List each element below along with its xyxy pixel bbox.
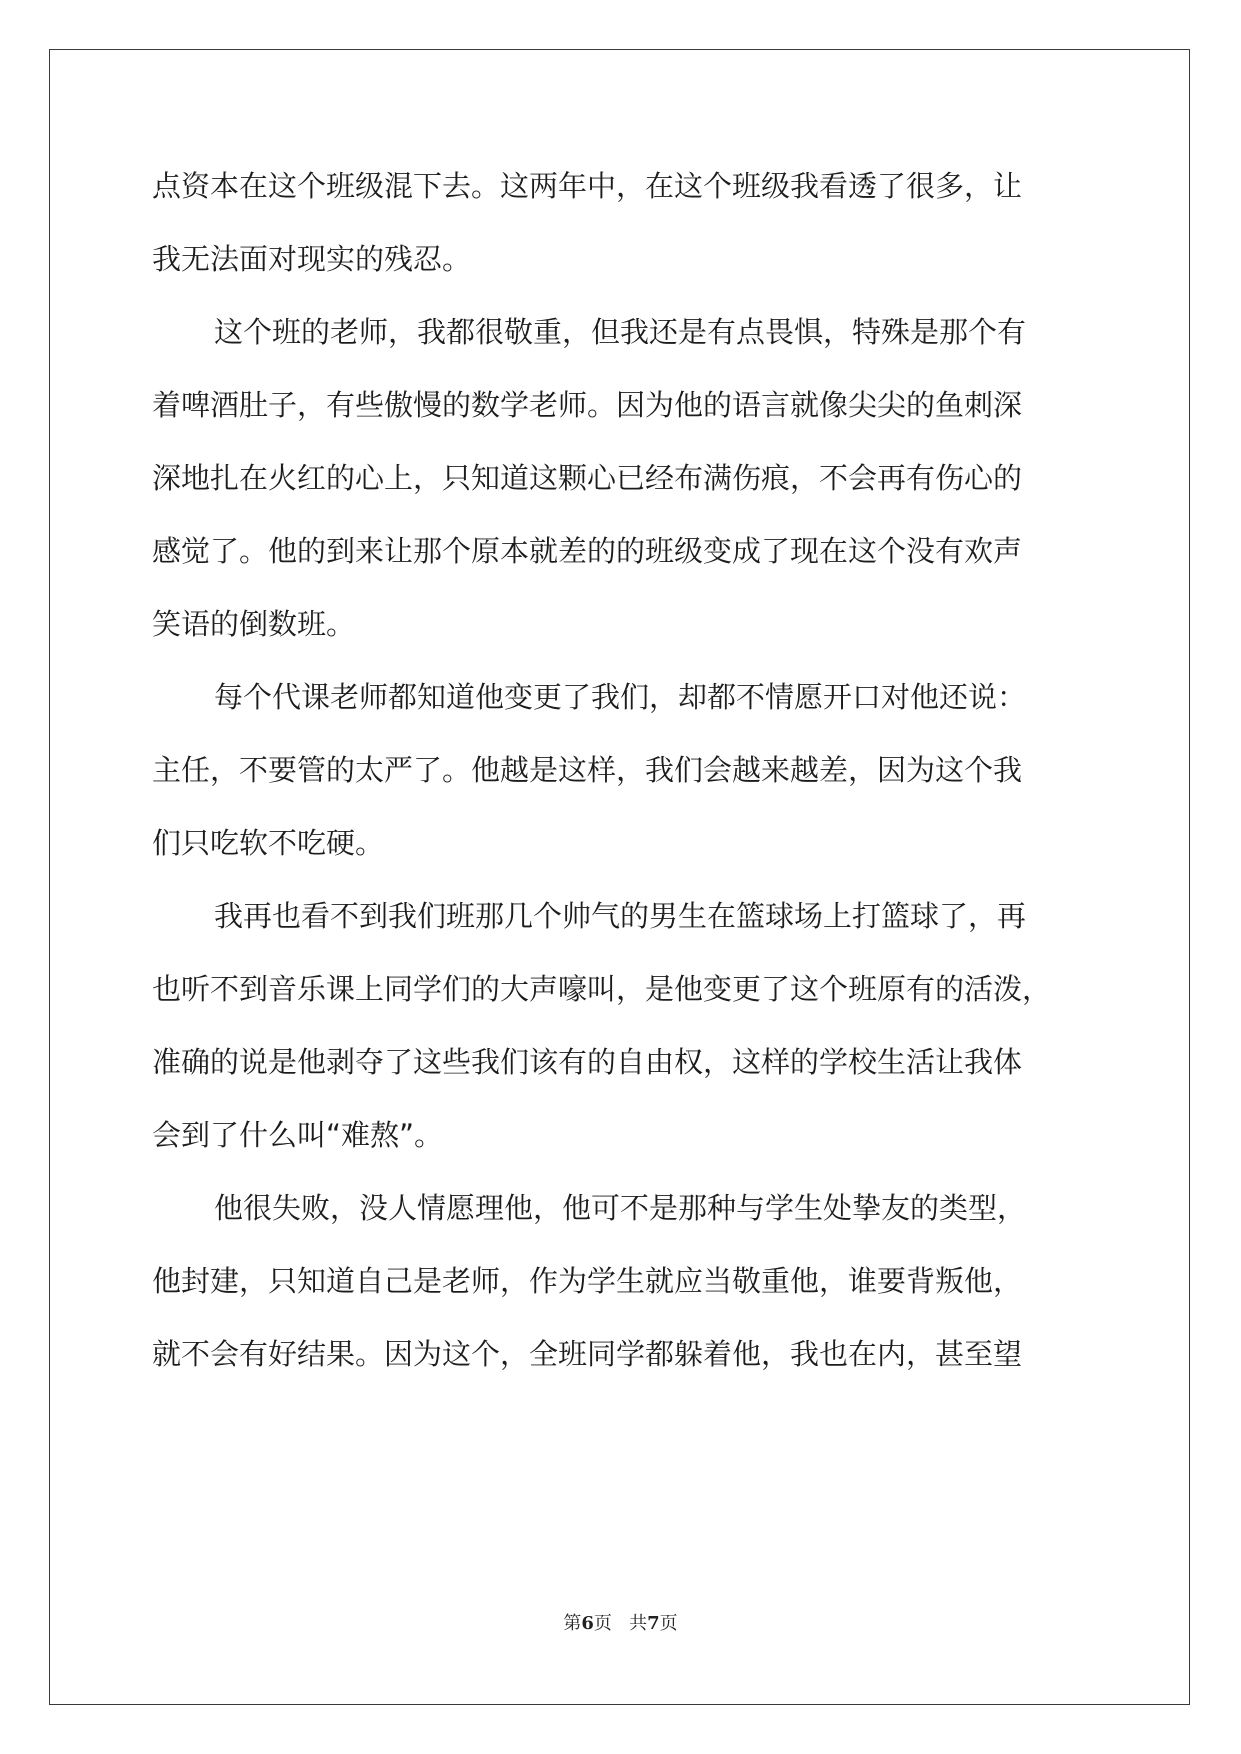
page-footer <box>0 1609 1241 1635</box>
total-suffix: 页 <box>659 1613 678 1634</box>
text-line: 我无法面对现实的残忍。 <box>152 242 472 276</box>
text-line: 会到了什么叫“难熬”。 <box>152 1118 444 1152</box>
paragraph-start-line: 他很失败，没人情愿理他，他可不是那种与学生处挚友的类型， <box>214 1191 1027 1225</box>
text-line: 主任，不要管的太严了。他越是这样，我们会越来越差，因为这个我 <box>152 753 1023 787</box>
text-line: 也听不到音乐课上同学们的大声嚎叫，是他变更了这个班原有的活泼， <box>152 972 1052 1006</box>
text-line: 深地扎在火红的心上，只知道这颗心已经布满伤痕，不会再有伤心的 <box>152 461 1023 495</box>
paragraph-start-line: 每个代课老师都知道他变更了我们，却都不情愿开口对他还说： <box>214 680 1027 714</box>
text-line: 就不会有好结果。因为这个，全班同学都躲着他，我也在内，甚至望 <box>152 1337 1023 1371</box>
text-line: 准确的说是他剥夺了这些我们该有的自由权，这样的学校生活让我体 <box>152 1045 1023 1079</box>
page-total: 7 <box>647 1613 660 1634</box>
paragraph-start-line: 这个班的老师，我都很敬重，但我还是有点畏惧，特殊是那个有 <box>214 315 1027 349</box>
page-suffix: 页 <box>593 1613 612 1634</box>
total-prefix: 共 <box>629 1613 648 1634</box>
text-line: 着啤酒肚子，有些傲慢的数学老师。因为他的语言就像尖尖的鱼刺深 <box>152 388 1023 422</box>
text-line: 们只吃软不吃硬。 <box>152 826 385 860</box>
text-line: 笑语的倒数班。 <box>152 607 356 641</box>
text-line: 他封建，只知道自己是老师，作为学生就应当敬重他，谁要背叛他， <box>152 1264 1023 1298</box>
page-current: 6 <box>581 1613 594 1634</box>
page-prefix: 第 <box>563 1613 582 1634</box>
paragraph-start-line: 我再也看不到我们班那几个帅气的男生在篮球场上打篮球了，再 <box>214 899 1027 933</box>
text-line: 感觉了。他的到来让那个原本就差的的班级变成了现在这个没有欢声 <box>152 534 1023 568</box>
text-line: 点资本在这个班级混下去。这两年中，在这个班级我看透了很多，让 <box>152 169 1023 203</box>
page-border <box>49 49 1190 1705</box>
